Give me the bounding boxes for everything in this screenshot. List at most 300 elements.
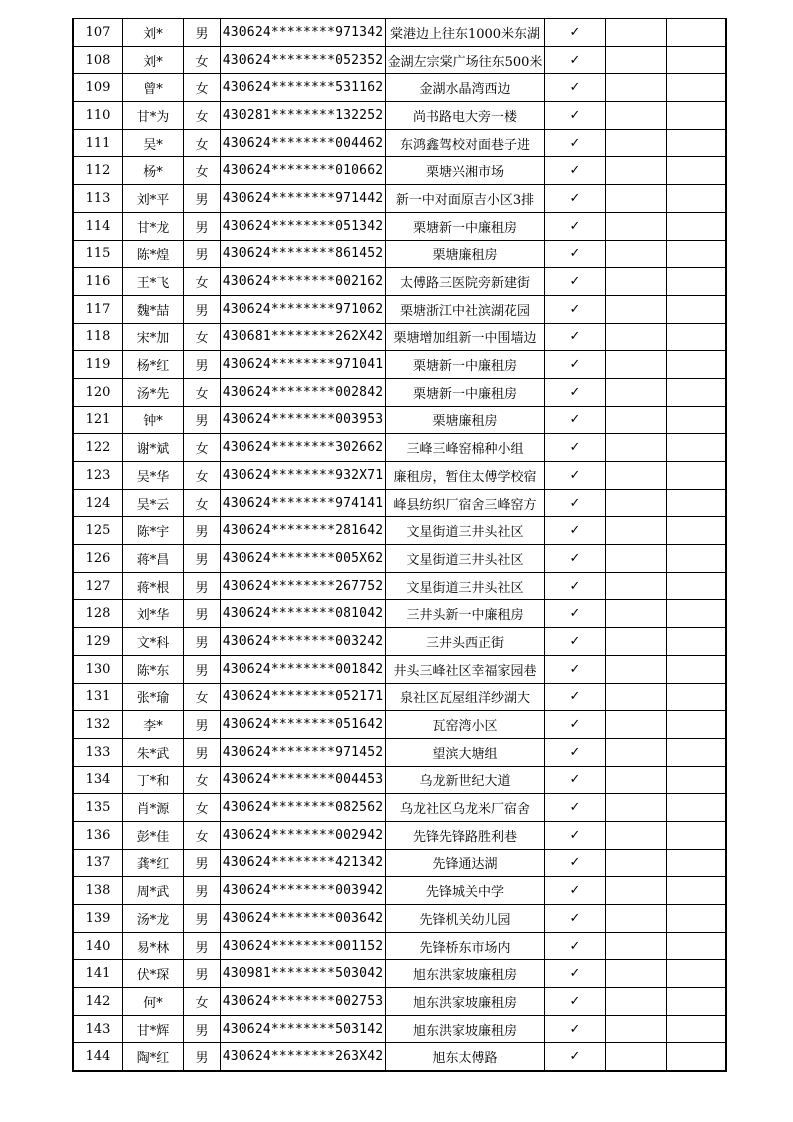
- address-cell: 尚书路电大旁一楼: [386, 102, 545, 130]
- name-cell: 刘*: [123, 19, 184, 47]
- check-mark-cell: ✓: [545, 905, 606, 933]
- empty-cell: [606, 406, 667, 434]
- gender-cell: 男: [184, 600, 221, 628]
- empty-cell: [606, 877, 667, 905]
- table-row: [73, 351, 726, 379]
- gender-cell: 女: [184, 102, 221, 130]
- empty-cell: [606, 988, 667, 1016]
- address-cell: 栗塘新一中廉租房: [386, 378, 545, 406]
- row-number-cell: 108: [73, 46, 123, 74]
- address-cell: 栗塘新一中廉租房: [386, 212, 545, 240]
- empty-cell: [667, 545, 727, 573]
- empty-cell: [667, 406, 727, 434]
- check-mark-cell: ✓: [545, 268, 606, 296]
- empty-cell: [667, 905, 727, 933]
- empty-cell: [606, 19, 667, 47]
- id-number-cell: 430281********132252: [221, 102, 386, 130]
- address-cell: 先锋桥东市场内: [386, 932, 545, 960]
- check-mark-cell: ✓: [545, 185, 606, 213]
- id-number-cell: 430681********262X42: [221, 323, 386, 351]
- name-cell: 汤*先: [123, 378, 184, 406]
- check-mark-cell: ✓: [545, 877, 606, 905]
- name-cell: 张*瑜: [123, 683, 184, 711]
- empty-cell: [667, 794, 727, 822]
- name-cell: 易*林: [123, 932, 184, 960]
- gender-cell: 男: [184, 406, 221, 434]
- row-number-cell: 111: [73, 129, 123, 157]
- gender-cell: 男: [184, 212, 221, 240]
- gender-cell: 女: [184, 766, 221, 794]
- empty-cell: [606, 517, 667, 545]
- row-number-cell: 128: [73, 600, 123, 628]
- check-mark-cell: ✓: [545, 434, 606, 462]
- check-mark-cell: ✓: [545, 655, 606, 683]
- empty-cell: [606, 932, 667, 960]
- table-row: [73, 932, 726, 960]
- table-row: [73, 462, 726, 490]
- table-row: [73, 268, 726, 296]
- id-number-cell: 430624********052352: [221, 46, 386, 74]
- row-number-cell: 118: [73, 323, 123, 351]
- row-number-cell: 114: [73, 212, 123, 240]
- table-row: [73, 295, 726, 323]
- name-cell: 宋*加: [123, 323, 184, 351]
- name-cell: 杨*红: [123, 351, 184, 379]
- check-mark-cell: ✓: [545, 1043, 606, 1071]
- empty-cell: [606, 489, 667, 517]
- empty-cell: [667, 378, 727, 406]
- table-row: [73, 517, 726, 545]
- id-number-cell: 430624********971342: [221, 19, 386, 47]
- empty-cell: [667, 129, 727, 157]
- id-number-cell: 430624********051342: [221, 212, 386, 240]
- id-number-cell: 430624********002842: [221, 378, 386, 406]
- row-number-cell: 134: [73, 766, 123, 794]
- address-cell: 文星街道三井头社区: [386, 517, 545, 545]
- address-cell: 文星街道三井头社区: [386, 572, 545, 600]
- gender-cell: 女: [184, 794, 221, 822]
- id-number-cell: 430624********003242: [221, 628, 386, 656]
- address-cell: 栗塘增加组新一中围墙边: [386, 323, 545, 351]
- empty-cell: [606, 711, 667, 739]
- empty-cell: [667, 434, 727, 462]
- empty-cell: [606, 572, 667, 600]
- empty-cell: [667, 960, 727, 988]
- empty-cell: [606, 683, 667, 711]
- address-cell: 三峰三峰窑棉种小组: [386, 434, 545, 462]
- check-mark-cell: ✓: [545, 46, 606, 74]
- row-number-cell: 139: [73, 905, 123, 933]
- empty-cell: [606, 157, 667, 185]
- gender-cell: 女: [184, 489, 221, 517]
- address-cell: 栗塘浙江中社滨湖花园: [386, 295, 545, 323]
- name-cell: 丁*和: [123, 766, 184, 794]
- empty-cell: [667, 655, 727, 683]
- row-number-cell: 143: [73, 1015, 123, 1043]
- id-number-cell: 430624********971442: [221, 185, 386, 213]
- name-cell: 刘*华: [123, 600, 184, 628]
- id-number-cell: 430624********971062: [221, 295, 386, 323]
- gender-cell: 女: [184, 129, 221, 157]
- id-number-cell: 430624********421342: [221, 849, 386, 877]
- check-mark-cell: ✓: [545, 628, 606, 656]
- check-mark-cell: ✓: [545, 821, 606, 849]
- table-row: [73, 1043, 726, 1071]
- table-row: [73, 655, 726, 683]
- row-number-cell: 137: [73, 849, 123, 877]
- empty-cell: [606, 102, 667, 130]
- empty-cell: [667, 849, 727, 877]
- empty-cell: [606, 434, 667, 462]
- table-row: [73, 185, 726, 213]
- name-cell: 王*飞: [123, 268, 184, 296]
- empty-cell: [667, 572, 727, 600]
- empty-cell: [667, 462, 727, 490]
- empty-cell: [667, 295, 727, 323]
- empty-cell: [667, 1043, 727, 1071]
- empty-cell: [667, 766, 727, 794]
- table-row: [73, 157, 726, 185]
- gender-cell: 男: [184, 738, 221, 766]
- empty-cell: [667, 517, 727, 545]
- row-number-cell: 140: [73, 932, 123, 960]
- check-mark-cell: ✓: [545, 572, 606, 600]
- check-mark-cell: ✓: [545, 212, 606, 240]
- name-cell: 吴*云: [123, 489, 184, 517]
- gender-cell: 男: [184, 1015, 221, 1043]
- empty-cell: [606, 1043, 667, 1071]
- id-number-cell: 430624********861452: [221, 240, 386, 268]
- gender-cell: 女: [184, 988, 221, 1016]
- row-number-cell: 136: [73, 821, 123, 849]
- empty-cell: [667, 323, 727, 351]
- empty-cell: [606, 323, 667, 351]
- name-cell: 刘*平: [123, 185, 184, 213]
- gender-cell: 男: [184, 351, 221, 379]
- id-number-cell: 430624********004453: [221, 766, 386, 794]
- row-number-cell: 135: [73, 794, 123, 822]
- table-row: [73, 1015, 726, 1043]
- table-row: [73, 323, 726, 351]
- address-cell: 文星街道三井头社区: [386, 545, 545, 573]
- gender-cell: 男: [184, 517, 221, 545]
- row-number-cell: 133: [73, 738, 123, 766]
- address-cell: 栗塘廉租房: [386, 406, 545, 434]
- empty-cell: [606, 545, 667, 573]
- name-cell: 陶*红: [123, 1043, 184, 1071]
- check-mark-cell: ✓: [545, 711, 606, 739]
- id-number-cell: 430624********971041: [221, 351, 386, 379]
- empty-cell: [667, 1015, 727, 1043]
- address-cell: 旭东洪家坡廉租房: [386, 988, 545, 1016]
- address-cell: 乌龙社区乌龙米厂宿舍: [386, 794, 545, 822]
- name-cell: 甘*龙: [123, 212, 184, 240]
- table-row: [73, 406, 726, 434]
- address-cell: 井头三峰社区幸福家园巷: [386, 655, 545, 683]
- name-cell: 陈*东: [123, 655, 184, 683]
- table-row: [73, 683, 726, 711]
- name-cell: 刘*: [123, 46, 184, 74]
- table-row: [73, 738, 726, 766]
- empty-cell: [667, 74, 727, 102]
- empty-cell: [667, 932, 727, 960]
- name-cell: 蒋*根: [123, 572, 184, 600]
- empty-cell: [667, 102, 727, 130]
- table-row: [73, 545, 726, 573]
- table-row: [73, 849, 726, 877]
- gender-cell: 女: [184, 683, 221, 711]
- empty-cell: [667, 240, 727, 268]
- gender-cell: 女: [184, 74, 221, 102]
- name-cell: 何*: [123, 988, 184, 1016]
- table-row: [73, 628, 726, 656]
- check-mark-cell: ✓: [545, 600, 606, 628]
- table-row: [73, 711, 726, 739]
- name-cell: 汤*龙: [123, 905, 184, 933]
- address-cell: 太傅路三医院旁新建街: [386, 268, 545, 296]
- address-cell: 三井头西正街: [386, 628, 545, 656]
- row-number-cell: 107: [73, 19, 123, 47]
- id-number-cell: 430624********003953: [221, 406, 386, 434]
- id-number-cell: 430624********302662: [221, 434, 386, 462]
- empty-cell: [606, 766, 667, 794]
- id-number-cell: 430624********003942: [221, 877, 386, 905]
- address-cell: 乌龙新世纪大道: [386, 766, 545, 794]
- empty-cell: [667, 157, 727, 185]
- id-number-cell: 430624********971452: [221, 738, 386, 766]
- address-cell: 金湖水晶湾西边: [386, 74, 545, 102]
- check-mark-cell: ✓: [545, 489, 606, 517]
- name-cell: 李*: [123, 711, 184, 739]
- row-number-cell: 120: [73, 378, 123, 406]
- empty-cell: [606, 240, 667, 268]
- gender-cell: 女: [184, 462, 221, 490]
- address-cell: 先锋城关中学: [386, 877, 545, 905]
- table-row: [73, 102, 726, 130]
- gender-cell: 女: [184, 378, 221, 406]
- row-number-cell: 127: [73, 572, 123, 600]
- empty-cell: [667, 738, 727, 766]
- id-number-cell: 430624********010662: [221, 157, 386, 185]
- empty-cell: [606, 821, 667, 849]
- check-mark-cell: ✓: [545, 517, 606, 545]
- id-number-cell: 430624********263X42: [221, 1043, 386, 1071]
- name-cell: 蒋*昌: [123, 545, 184, 573]
- empty-cell: [667, 351, 727, 379]
- empty-cell: [606, 378, 667, 406]
- empty-cell: [667, 489, 727, 517]
- id-number-cell: 430624********002162: [221, 268, 386, 296]
- gender-cell: 女: [184, 821, 221, 849]
- check-mark-cell: ✓: [545, 766, 606, 794]
- id-number-cell: 430624********001152: [221, 932, 386, 960]
- check-mark-cell: ✓: [545, 960, 606, 988]
- id-number-cell: 430624********281642: [221, 517, 386, 545]
- id-number-cell: 430624********004462: [221, 129, 386, 157]
- name-cell: 龚*红: [123, 849, 184, 877]
- row-number-cell: 123: [73, 462, 123, 490]
- row-number-cell: 142: [73, 988, 123, 1016]
- gender-cell: 男: [184, 545, 221, 573]
- name-cell: 曾*: [123, 74, 184, 102]
- address-cell: 峰县纺织厂宿舍三峰窑方: [386, 489, 545, 517]
- empty-cell: [606, 351, 667, 379]
- gender-cell: 男: [184, 628, 221, 656]
- check-mark-cell: ✓: [545, 378, 606, 406]
- table-row: [73, 378, 726, 406]
- gender-cell: 男: [184, 1043, 221, 1071]
- check-mark-cell: ✓: [545, 74, 606, 102]
- empty-cell: [606, 185, 667, 213]
- address-cell: 栗塘兴湘市场: [386, 157, 545, 185]
- address-cell: 廉租房，暂住太傅学校宿: [386, 462, 545, 490]
- check-mark-cell: ✓: [545, 102, 606, 130]
- row-number-cell: 132: [73, 711, 123, 739]
- empty-cell: [667, 711, 727, 739]
- name-cell: 肖*源: [123, 794, 184, 822]
- row-number-cell: 117: [73, 295, 123, 323]
- table-row: [73, 877, 726, 905]
- gender-cell: 女: [184, 323, 221, 351]
- id-number-cell: 430624********003642: [221, 905, 386, 933]
- empty-cell: [606, 849, 667, 877]
- address-cell: 先锋先锋路胜利巷: [386, 821, 545, 849]
- row-number-cell: 124: [73, 489, 123, 517]
- records-table-body: [73, 19, 726, 1072]
- check-mark-cell: ✓: [545, 794, 606, 822]
- address-cell: 三井头新一中廉租房: [386, 600, 545, 628]
- gender-cell: 女: [184, 157, 221, 185]
- name-cell: 伏*琛: [123, 960, 184, 988]
- row-number-cell: 113: [73, 185, 123, 213]
- gender-cell: 男: [184, 295, 221, 323]
- id-number-cell: 430624********932X71: [221, 462, 386, 490]
- check-mark-cell: ✓: [545, 462, 606, 490]
- empty-cell: [606, 268, 667, 296]
- row-number-cell: 110: [73, 102, 123, 130]
- empty-cell: [606, 794, 667, 822]
- empty-cell: [606, 1015, 667, 1043]
- name-cell: 魏*喆: [123, 295, 184, 323]
- empty-cell: [606, 212, 667, 240]
- name-cell: 周*武: [123, 877, 184, 905]
- empty-cell: [667, 19, 727, 47]
- name-cell: 钟*: [123, 406, 184, 434]
- row-number-cell: 131: [73, 683, 123, 711]
- empty-cell: [606, 905, 667, 933]
- empty-cell: [667, 628, 727, 656]
- empty-cell: [606, 129, 667, 157]
- empty-cell: [667, 185, 727, 213]
- empty-cell: [667, 46, 727, 74]
- gender-cell: 男: [184, 849, 221, 877]
- row-number-cell: 129: [73, 628, 123, 656]
- empty-cell: [606, 600, 667, 628]
- gender-cell: 男: [184, 711, 221, 739]
- table-row: [73, 129, 726, 157]
- name-cell: 甘*为: [123, 102, 184, 130]
- id-number-cell: 430624********002753: [221, 988, 386, 1016]
- check-mark-cell: ✓: [545, 545, 606, 573]
- check-mark-cell: ✓: [545, 351, 606, 379]
- table-row: [73, 46, 726, 74]
- name-cell: 谢*斌: [123, 434, 184, 462]
- row-number-cell: 125: [73, 517, 123, 545]
- row-number-cell: 112: [73, 157, 123, 185]
- row-number-cell: 109: [73, 74, 123, 102]
- address-cell: 棠港边上往东1000米东湖: [386, 19, 545, 47]
- table-row: [73, 960, 726, 988]
- name-cell: 吴*: [123, 129, 184, 157]
- check-mark-cell: ✓: [545, 323, 606, 351]
- table-row: [73, 212, 726, 240]
- check-mark-cell: ✓: [545, 295, 606, 323]
- check-mark-cell: ✓: [545, 932, 606, 960]
- row-number-cell: 126: [73, 545, 123, 573]
- id-number-cell: 430624********002942: [221, 821, 386, 849]
- empty-cell: [667, 600, 727, 628]
- id-number-cell: 430624********974141: [221, 489, 386, 517]
- address-cell: 新一中对面原吉小区3排: [386, 185, 545, 213]
- row-number-cell: 122: [73, 434, 123, 462]
- id-number-cell: 430624********052171: [221, 683, 386, 711]
- row-number-cell: 121: [73, 406, 123, 434]
- check-mark-cell: ✓: [545, 1015, 606, 1043]
- gender-cell: 男: [184, 960, 221, 988]
- check-mark-cell: ✓: [545, 240, 606, 268]
- id-number-cell: 430624********081042: [221, 600, 386, 628]
- empty-cell: [606, 462, 667, 490]
- address-cell: 东鸿鑫驾校对面巷子进: [386, 129, 545, 157]
- address-cell: 栗塘廉租房: [386, 240, 545, 268]
- id-number-cell: 430624********001842: [221, 655, 386, 683]
- gender-cell: 男: [184, 19, 221, 47]
- row-number-cell: 130: [73, 655, 123, 683]
- address-cell: 旭东洪家坡廉租房: [386, 960, 545, 988]
- gender-cell: 男: [184, 932, 221, 960]
- empty-cell: [667, 683, 727, 711]
- gender-cell: 男: [184, 905, 221, 933]
- name-cell: 文*科: [123, 628, 184, 656]
- address-cell: 旭东太傅路: [386, 1043, 545, 1071]
- table-row: [73, 434, 726, 462]
- address-cell: 旭东洪家坡廉租房: [386, 1015, 545, 1043]
- row-number-cell: 115: [73, 240, 123, 268]
- name-cell: 陈*煌: [123, 240, 184, 268]
- empty-cell: [606, 295, 667, 323]
- row-number-cell: 116: [73, 268, 123, 296]
- address-cell: 金湖左宗棠广场往东500米: [386, 46, 545, 74]
- gender-cell: 男: [184, 185, 221, 213]
- id-number-cell: 430624********005X62: [221, 545, 386, 573]
- check-mark-cell: ✓: [545, 683, 606, 711]
- address-cell: 先锋机关幼儿园: [386, 905, 545, 933]
- address-cell: 瓦窑湾小区: [386, 711, 545, 739]
- name-cell: 甘*辉: [123, 1015, 184, 1043]
- gender-cell: 女: [184, 268, 221, 296]
- check-mark-cell: ✓: [545, 406, 606, 434]
- gender-cell: 男: [184, 655, 221, 683]
- id-number-cell: 430624********503142: [221, 1015, 386, 1043]
- address-cell: 先锋通达湖: [386, 849, 545, 877]
- table-row: [73, 240, 726, 268]
- address-cell: 泉社区瓦屋组洋纱湖大: [386, 683, 545, 711]
- empty-cell: [606, 74, 667, 102]
- table-row: [73, 600, 726, 628]
- name-cell: 彭*佳: [123, 821, 184, 849]
- row-number-cell: 144: [73, 1043, 123, 1071]
- row-number-cell: 141: [73, 960, 123, 988]
